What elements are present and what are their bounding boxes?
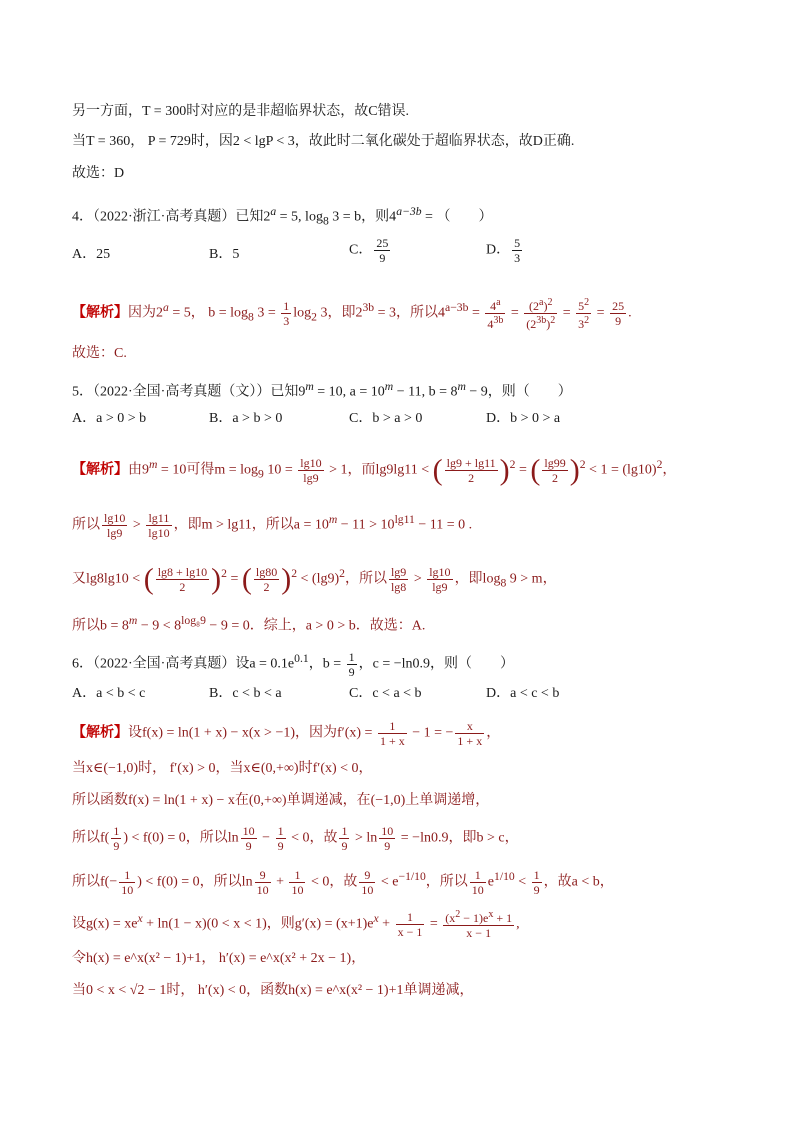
para-line: 故选：D (72, 166, 125, 181)
option-a: A．25 (72, 247, 111, 262)
option-c: C．c < a < b (349, 686, 422, 701)
solution-5-line-3: 又lg8lg10 < ( $\frac{\lg 8 + \lg 10}{2}$ )$^2$ = ( $\frac{\lg 80}{2}$ )$^2 < (\lg 9)^2$，所以 $\frac{\lg 9}{\lg 8}$ > $\frac{\lg 10}{\lg 9}$ ，即$\log_8 9 > m$， (72, 562, 557, 596)
solution-5-line-4: 所以$b = 8^m - 9 < 8^{log_89} - 9 = 0$．综上，a > 0 > b．故选：A. (72, 614, 426, 634)
solution-6-line-5: 所以f(− $\frac{1}{10}$ ) < f(0) = 0，所以ln $\frac{9}{10}$ + $\frac{1}{10}$ < 0，故 $\frac{9}{10}$ < $e^{-1/10}$，所以 $\frac{1}{10}$ $e^{1/10}$ < $\frac{1}{9}$ ，故a < b， (72, 867, 614, 897)
option-b: B．a > b > 0 (209, 411, 283, 426)
solution-6-line-6: 设$g(x) = xe^x + \ln(1 - x)(0 < x < 1)$，则$g'(x) = (x+1)e^x$ + $\frac{1}{x - 1}$ = $\frac{(x^2 - 1)e^x + 1}{x - 1}$ , (72, 909, 520, 941)
option-d: D．b > 0 > a (486, 411, 561, 426)
para-line: 另一方面，T = 300时对应的是非超临界状态，故C错误. (72, 104, 410, 119)
option-b: B．5 (209, 247, 240, 262)
question-4: 4．（2022·浙江·高考真题）已知$2^a = 5$, $\log_8 3 = b$，则$4^{a-3b}$ = （ ） (72, 205, 493, 228)
para-line: 当T = 360， P = 729时，因2 < lgP < 3，故此时二氧化碳处于超临界状态，故D正确. (72, 134, 575, 149)
option-a: A．a < b < c (72, 686, 146, 701)
option-c: C． $\frac{25}{9}$ (349, 236, 389, 265)
option-a: A．a > 0 > b (72, 411, 147, 426)
solution-6-line-3: 所以函数f(x) = ln(1 + x) − x在(0,+∞)单调递减，在(−1,0)上单调递增， (72, 793, 490, 808)
option-d: D． $\frac{5}{3}$ (486, 236, 521, 265)
solution-6-line-2: 当x∈(−1,0)时， f′(x) > 0，当x∈(0,+∞)时f′(x) < 0， (72, 761, 373, 776)
solution-5-line-1: 【解析】由$9^m = 10$可得$m = \log_9 10$ = $\frac{\lg 10}{\lg 9}$ > 1，而lg9lg11 < ( $\frac{\lg 9 + \lg 11}{2}$ )$^2$ = ( $\frac{\lg 99}{2}$ )$^2 < 1 = (\lg 10)^2$， (72, 453, 677, 487)
solution-4: 【解析】因为$2^a = 5$， $b = \log_8 3$ = $\frac{1}{3}$ $\log_2 3$，即$2^{3b} = 3$，所以$4^{a-3b}$ = $\frac{4^a}{4^{3b}}$ = $\frac{(2^a)^2}{(2^{3b})^2}$ = $\frac{5^2}{3^2}$ = $\frac{25}{9}$ . (72, 297, 632, 331)
solution-6-line-7: 令h(x) = e^x(x² − 1)+1， h′(x) = e^x(x² + 2x − 1)， (72, 951, 366, 966)
solution-6-line-4: 所以f( $\frac{1}{9}$ ) < f(0) = 0，所以ln $\frac{10}{9}$ − $\frac{1}{9}$ < 0，故 $\frac{1}{9}$ > ln $\frac{10}{9}$ = −ln0.9，即b > c， (72, 824, 519, 853)
option-c: C．b > a > 0 (349, 411, 423, 426)
option-d: D．a < c < b (486, 686, 560, 701)
option-b: B．c < b < a (209, 686, 282, 701)
solution-5-line-2: 所以 $\frac{\lg 10}{\lg 9}$ > $\frac{\lg 11}{\lg 10}$ ，即m > lg11，所以$a = 10^m - 11 > 10^{lg11} - 11 = 0$ . (72, 510, 473, 540)
solution-4-answer: 故选：C. (72, 346, 127, 361)
solution-6-line-8: 当0 < x < √2 − 1时， h′(x) < 0，函数h(x) = e^x(x² − 1)+1单调递减， (72, 983, 474, 998)
solution-6-line-1: 【解析】设f(x) = ln(1 + x) − x(x > −1)，因为f′(x) = $\frac{1}{1 + x}$ − 1 = − $\frac{x}{1 + x}$ ， (72, 719, 501, 748)
question-6: 6．（2022·全国·高考真题）设$a = 0.1e^{0.1}$，b = $\frac{1}{9}$ ，c = −ln0.9，则（ ） (72, 649, 515, 679)
question-5: 5．（2022·全国·高考真题（文））已知$9^m = 10$, $a = 10^m - 11$, $b = 8^m - 9$，则（ ） (72, 380, 572, 400)
